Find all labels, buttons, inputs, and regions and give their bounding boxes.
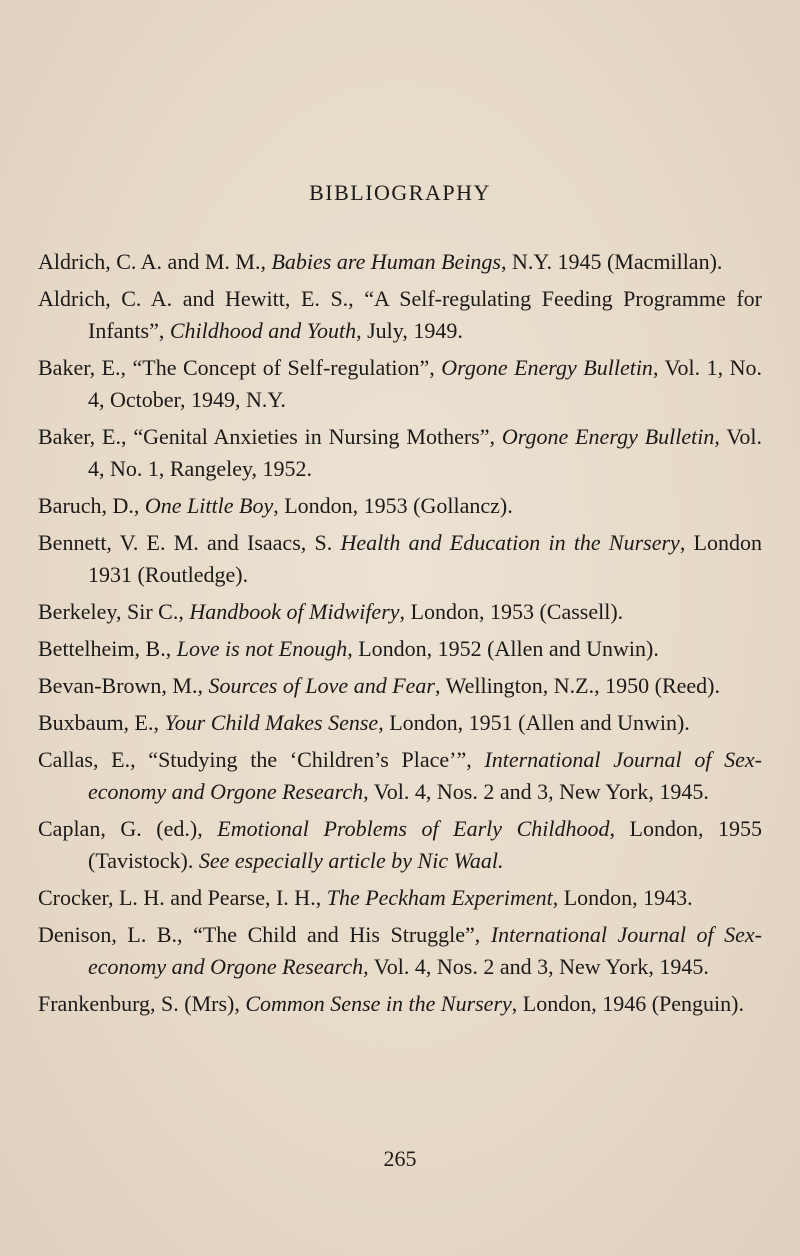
entry-text: , London, 1943. [552, 885, 693, 910]
bibliography-list [38, 246, 762, 1025]
entry-text: , London 1931 (Routledge). [88, 530, 762, 587]
entry-text: Denison, L. B., “The Child and His Struggle”, [38, 922, 491, 947]
entry-text: , London, 1952 (Allen and Unwin). [347, 636, 659, 661]
entry-title: Love is not Enough [176, 636, 348, 661]
page-heading: BIBLIOGRAPHY [309, 180, 491, 205]
bibliography-entry [38, 633, 762, 665]
entry-text: Caplan, G. (ed.), [38, 816, 218, 841]
entry-text: Aldrich, C. A. and M. M., [38, 249, 272, 274]
entry-title: Your Child Makes Sense [164, 710, 379, 735]
entry-text: , London, 1955 (Tavistock). [88, 816, 763, 873]
entry-text: , Vol. 4, Nos. 2 and 3, New York, 1945. [363, 779, 709, 804]
entry-text: Frankenburg, S. (Mrs), [38, 991, 246, 1016]
entry-title: Sources of Love and Fear [208, 673, 435, 698]
bibliography-entry [38, 813, 762, 877]
bibliography-entry [38, 988, 762, 1020]
entry-text: , Vol. 4, Nos. 2 and 3, New York, 1945. [363, 954, 709, 979]
entry-text: , Wellington, N.Z., 1950 (Reed). [434, 673, 720, 698]
bibliography-entry [38, 882, 762, 914]
entry-text: Baker, E., “The Concept of Self-regulation”, [38, 355, 442, 380]
entry-title: Orgone Energy Bulletin [441, 355, 653, 380]
bibliography-entry [38, 707, 762, 739]
entry-text: Aldrich, C. A. and Hewitt, E. S., “A Self-regulating Feeding Programme for Infants”, [38, 286, 762, 343]
entry-text: Baruch, D., [38, 493, 145, 518]
entry-title: Orgone Energy Bulletin [501, 424, 715, 449]
entry-text: , N.Y. 1945 (Macmillan). [501, 249, 723, 274]
entry-text: Callas, E., “Studying the ‘Children’s Place’”, [38, 747, 485, 772]
bibliography-entry [38, 596, 762, 628]
entry-title: Babies are Human Beings [271, 249, 501, 274]
entry-title: Emotional Problems of Early Childhood [217, 816, 610, 841]
entry-text: , London, 1953 (Cassell). [399, 599, 624, 624]
bibliography-entry [38, 421, 762, 485]
entry-text: , Vol. 4, No. 1, Rangeley, 1952. [88, 424, 762, 481]
bibliography-entry [38, 670, 762, 702]
entry-text: Baker, E., “Genital Anxieties in Nursing Mothers”, [38, 424, 502, 449]
entry-text: , Vol. 1, No. 4, October, 1949, N.Y. [88, 355, 762, 412]
entry-title: One Little Boy [144, 493, 274, 518]
bibliography-entry [38, 490, 762, 522]
entry-title: International Journal of Sex-economy and Orgone Research [88, 747, 762, 804]
entry-text: Berkeley, Sir C., [38, 599, 190, 624]
entry-text: Bennett, V. E. M. and Isaacs, S. [38, 530, 341, 555]
bibliography-entry [38, 527, 762, 591]
entry-title: Common Sense in the Nursery [245, 991, 512, 1016]
entry-title: Health and Education in the Nursery [340, 530, 680, 555]
entry-text: Bevan-Brown, M., [38, 673, 209, 698]
bibliography-entry [38, 283, 762, 347]
entry-text: Crocker, L. H. and Pearse, I. H., [38, 885, 327, 910]
entry-note: See especially article by Nic Waal. [198, 848, 504, 873]
entry-text: , London, 1951 (Allen and Unwin). [378, 710, 690, 735]
entry-text: , July, 1949. [356, 318, 463, 343]
entry-text: Buxbaum, E., [38, 710, 165, 735]
bibliography-entry [38, 919, 762, 983]
entry-text: , London, 1953 (Gollancz). [273, 493, 513, 518]
entry-text: Bettelheim, B., [38, 636, 177, 661]
bibliography-entry [38, 744, 762, 808]
entry-title: Handbook of Midwifery [189, 599, 400, 624]
bibliography-entry [38, 246, 762, 278]
bibliography-entry [38, 352, 762, 416]
entry-title: International Journal of Sex-economy and Orgone Research [88, 922, 762, 979]
page-number: 265 [383, 1146, 417, 1171]
entry-title: The Peckham Experiment [326, 885, 553, 910]
entry-text: , London, 1946 (Penguin). [511, 991, 744, 1016]
entry-title: Childhood and Youth [169, 318, 357, 343]
